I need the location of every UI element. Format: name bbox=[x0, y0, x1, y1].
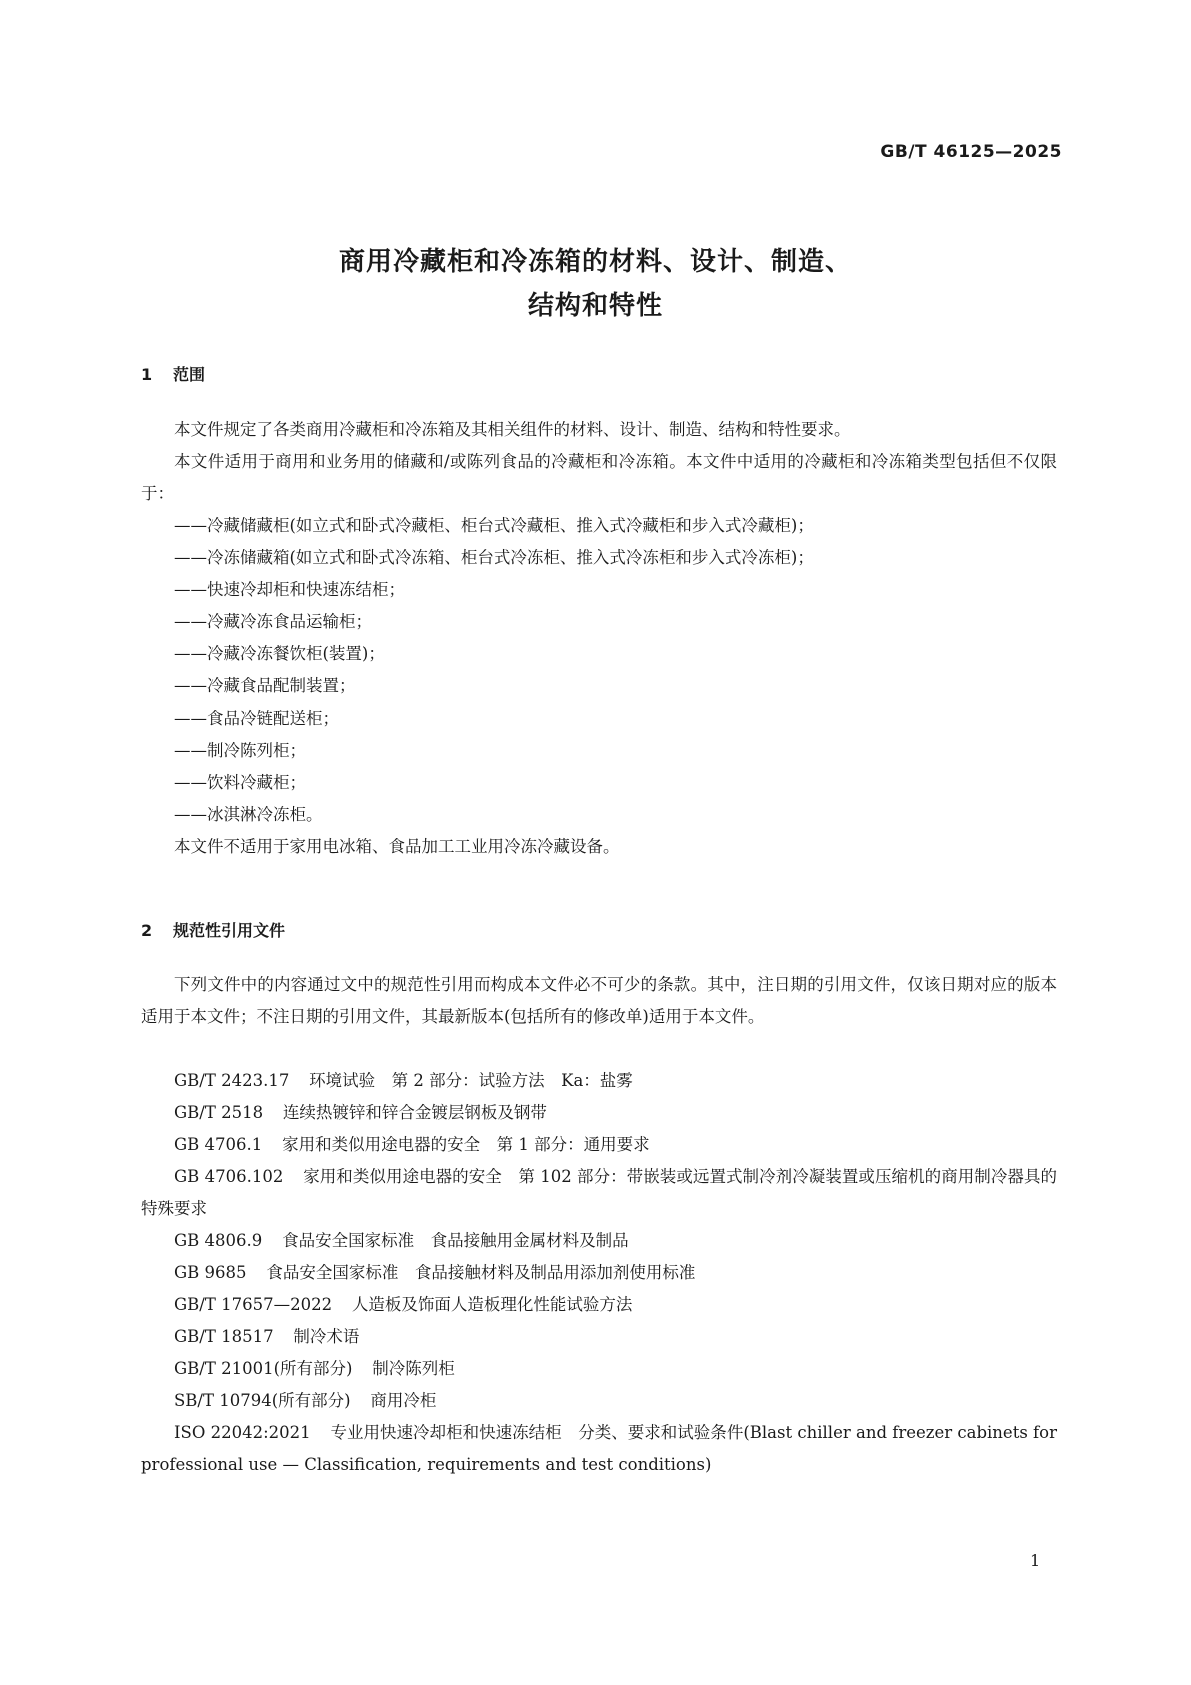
reference-item bbox=[141, 1417, 1057, 1481]
reference-code: GB 4806.9 bbox=[174, 1231, 263, 1250]
section-1-heading bbox=[141, 362, 205, 385]
reference-title: 专业用快速冷却柜和快速冻结柜 分类、要求和试验条件(Blast chiller and freezer cabinets for professional use — Classification, requirements and test conditions) bbox=[141, 1423, 1057, 1474]
reference-title: 连续热镀锌和锌合金镀层钢板及钢带 bbox=[282, 1103, 547, 1122]
reference-code: SB/T 10794(所有部分) bbox=[174, 1391, 351, 1410]
reference-item bbox=[141, 1097, 1057, 1129]
list-item: ——冷藏储藏柜(如立式和卧式冷藏柜、柜台式冷藏柜、推入式冷藏柜和步入式冷藏柜)； bbox=[174, 516, 814, 535]
reference-code: GB/T 17657—2022 bbox=[174, 1295, 333, 1314]
reference-item bbox=[141, 1161, 1057, 1225]
reference-item bbox=[141, 1225, 1057, 1257]
page-number: 1 bbox=[1030, 1551, 1041, 1570]
reference-code: GB 4706.102 bbox=[174, 1167, 284, 1186]
reference-item bbox=[141, 1353, 1057, 1385]
reference-item bbox=[141, 1385, 1057, 1417]
reference-item bbox=[141, 1065, 1057, 1097]
list-item: ——冷冻储藏箱(如立式和卧式冷冻箱、柜台式冷冻柜、推入式冷冻柜和步入式冷冻柜)； bbox=[174, 548, 814, 568]
reference-code: ISO 22042:2021 bbox=[174, 1423, 311, 1442]
document-title bbox=[0, 240, 1191, 328]
section-1-paragraph-1: 本文件规定了各类商用冷藏柜和冷冻箱及其相关组件的材料、设计、制造、结构和特性要求。 bbox=[174, 420, 851, 439]
reference-title: 食品安全国家标准 食品接触用金属材料及制品 bbox=[282, 1231, 629, 1250]
reference-title: 制冷陈列柜 bbox=[372, 1359, 455, 1378]
reference-item bbox=[141, 1321, 1057, 1353]
section-1-paragraph-3: 本文件不适用于家用电冰箱、食品加工工业用冷冻冷藏设备。 bbox=[174, 837, 620, 856]
list-item: ——冰淇淋冷冻柜。 bbox=[174, 804, 323, 824]
reference-title: 环境试验 第 2 部分：试验方法 Ka：盐雾 bbox=[309, 1071, 633, 1090]
reference-title: 食品安全国家标准 食品接触材料及制品用添加剂使用标准 bbox=[266, 1263, 696, 1282]
reference-code: GB/T 2518 bbox=[174, 1103, 264, 1122]
list-item: ——冷藏食品配制装置； bbox=[174, 676, 356, 696]
reference-code: GB/T 18517 bbox=[174, 1327, 274, 1346]
list-item: ——快速冷却柜和快速冻结柜； bbox=[174, 580, 405, 600]
list-item: ——冷藏冷冻食品运输柜； bbox=[174, 612, 372, 632]
reference-code: GB 4706.1 bbox=[174, 1135, 263, 1154]
reference-title: 家用和类似用途电器的安全 第 1 部分：通用要求 bbox=[282, 1135, 650, 1154]
document-title-line-1: 商用冷藏柜和冷冻箱的材料、设计、制造、 bbox=[338, 247, 852, 277]
reference-title: 商用冷柜 bbox=[370, 1391, 437, 1410]
section-2-heading bbox=[141, 918, 285, 941]
section-1-number: 1 bbox=[141, 365, 153, 384]
reference-title: 家用和类似用途电器的安全 第 102 部分：带嵌装或远置式制冷剂冷凝装置或压缩机的商用制冷器具的特殊要求 bbox=[141, 1167, 1058, 1218]
document-title-line-2: 结构和特性 bbox=[527, 291, 663, 321]
equipment-type-list bbox=[141, 510, 1057, 831]
reference-item bbox=[141, 1257, 1057, 1289]
normative-references-list bbox=[141, 1065, 1057, 1481]
reference-code: GB/T 2423.17 bbox=[174, 1071, 290, 1090]
standard-number: GB/T 46125—2025 bbox=[880, 142, 1062, 162]
reference-item bbox=[141, 1129, 1057, 1161]
section-2-number: 2 bbox=[141, 921, 153, 940]
reference-title: 人造板及饰面人造板理化性能试验方法 bbox=[351, 1295, 633, 1314]
section-2-title: 规范性引用文件 bbox=[173, 921, 286, 940]
list-item: ——食品冷链配送柜； bbox=[174, 708, 339, 728]
list-item: ——冷藏冷冻餐饮柜(装置)； bbox=[174, 644, 385, 664]
list-item: ——饮料冷藏柜； bbox=[174, 772, 306, 792]
reference-code: GB/T 21001(所有部分) bbox=[174, 1359, 353, 1378]
reference-code: GB 9685 bbox=[174, 1263, 247, 1282]
section-1-paragraph-2: 本文件适用于商用和业务用的储藏和/或陈列食品的冷藏柜和冷冻箱。本文件中适用的冷藏柜和冷冻箱类型包括但不仅限于： bbox=[141, 452, 1057, 503]
section-1-title: 范围 bbox=[173, 365, 206, 384]
reference-item bbox=[141, 1289, 1057, 1321]
section-2-paragraph-1: 下列文件中的内容通过文中的规范性引用而构成本文件必不可少的条款。其中，注日期的引用文件，仅该日期对应的版本适用于本文件；不注日期的引用文件，其最新版本(包括所有的修改单)适用于本文件。 bbox=[141, 975, 1057, 1026]
list-item: ——制冷陈列柜； bbox=[174, 740, 306, 760]
reference-title: 制冷术语 bbox=[293, 1327, 360, 1346]
